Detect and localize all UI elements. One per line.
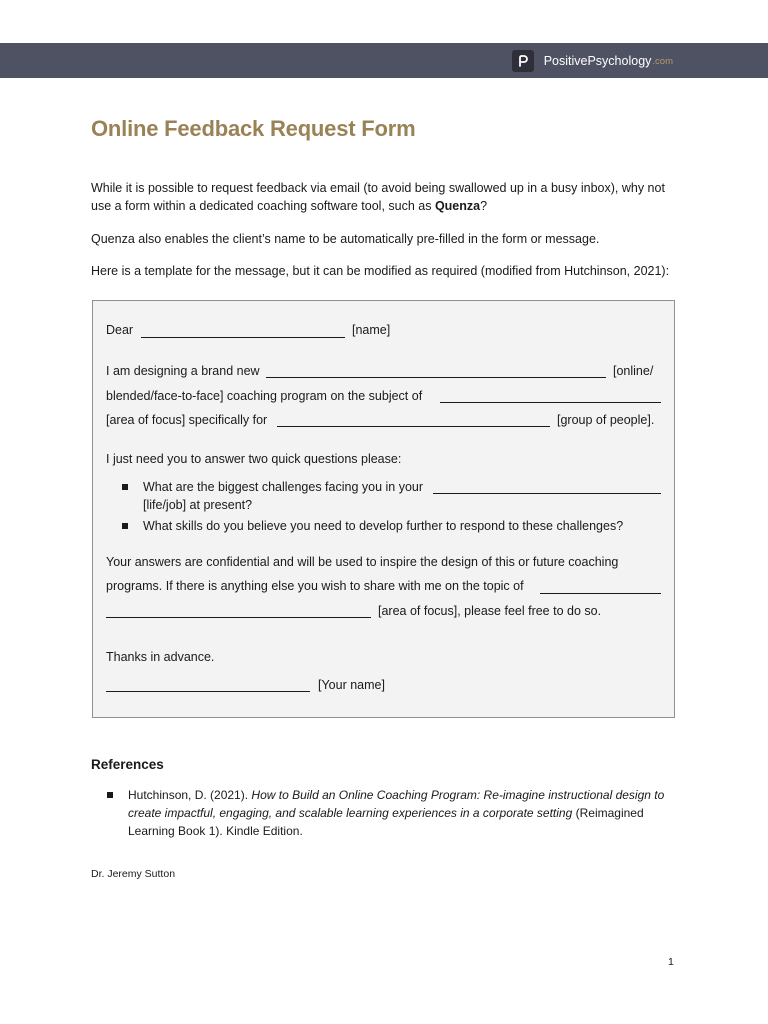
reference-item <box>128 786 668 840</box>
intro-paragraph-1 <box>91 179 683 215</box>
bullet-square-icon <box>122 523 128 529</box>
questions-intro: I just need you to answer two quick questions please: <box>106 452 402 466</box>
topic-blank-1 <box>540 593 661 594</box>
question-1-line-2: [life/job] at present? <box>143 498 253 512</box>
confidential-line-3: [area of focus], please feel free to do so. <box>378 604 602 618</box>
intro-paragraph-2: Quenza also enables the client’s name to be automatically pre-filled in the form or message. <box>91 232 600 246</box>
life-job-blank <box>433 493 661 494</box>
topic-blank-2 <box>106 617 371 618</box>
group-blank <box>277 426 550 427</box>
intro-p1-end: ? <box>480 199 488 213</box>
brand-tld: .com <box>652 55 673 67</box>
name-blank <box>141 337 345 338</box>
program-line-1-end: [online/ <box>613 364 654 378</box>
program-line-1: I am designing a brand new <box>106 364 260 378</box>
program-line-3: [area of focus] specifically for <box>106 413 268 427</box>
ref-author-year: Hutchinson, D. (2021). <box>128 788 252 802</box>
confidential-line-1: Your answers are confidential and will be used to inspire the design of this or future coaching <box>106 555 619 569</box>
brand-name: PositivePsychology <box>543 54 652 68</box>
subject-blank <box>440 402 661 403</box>
intro-paragraph-3: Here is a template for the message, but it can be modified as required (modified from Hutchinson, 2021): <box>91 264 670 278</box>
references-heading: References <box>91 757 164 772</box>
confidential-line-2: programs. If there is anything else you wish to share with me on the topic of <box>106 579 524 593</box>
author-name: Dr. Jeremy Sutton <box>91 868 176 880</box>
bullet-square-icon <box>107 792 113 798</box>
thanks-line: Thanks in advance. <box>106 650 215 664</box>
p-logo-icon <box>512 50 534 72</box>
ref-book-title: How to Build an Online Coaching Program: Re-imagine instructional design to create impactful, engaging, and scalable learning experiences in a corporate setting <box>128 788 665 820</box>
intro-p1-text: While it is possible to request feedback via email (to avoid being swallowed up in a busy inbox), why not use a form within a dedicated coaching software tool, such as <box>91 181 665 213</box>
program-line-3-end: [group of people]. <box>557 413 655 427</box>
brand[interactable] <box>512 50 673 72</box>
quenza-bold: Quenza <box>434 199 481 213</box>
your-name-blank <box>106 691 310 692</box>
name-placeholder: [name] <box>352 323 391 337</box>
page-number: 1 <box>668 956 674 968</box>
program-type-blank <box>266 377 606 378</box>
your-name-placeholder: [Your name] <box>318 678 385 692</box>
question-2: What skills do you believe you need to develop further to respond to these challenges? <box>143 519 624 533</box>
ref-suffix: (Reimagined Learning Book 1). Kindle Edition. <box>128 806 644 838</box>
header-bar <box>0 43 768 78</box>
dear-label: Dear <box>106 323 134 337</box>
page-title: Online Feedback Request Form <box>91 116 416 141</box>
question-1-line-1: What are the biggest challenges facing you in your <box>143 480 424 494</box>
message-template-box <box>92 300 675 718</box>
bullet-square-icon <box>122 484 128 490</box>
program-line-2: blended/face-to-face] coaching program on the subject of <box>106 389 423 403</box>
